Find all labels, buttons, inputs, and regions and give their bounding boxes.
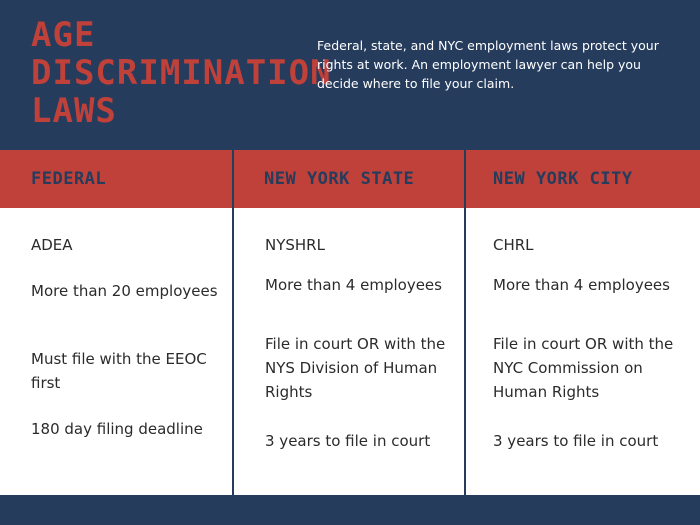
column-divider <box>464 150 466 495</box>
federal-employee-threshold: More than 20 employees <box>31 282 218 300</box>
nys-law-name: NYSHRL <box>265 236 325 254</box>
federal-filing-requirement: Must file with the EEOC first <box>31 350 207 392</box>
column-divider <box>232 150 234 495</box>
nys-filing-deadline: 3 years to file in court <box>265 432 431 450</box>
nyc-filing-deadline: 3 years to file in court <box>493 432 659 450</box>
column-heading-new-york-city: NEW YORK CITY <box>493 169 633 189</box>
intro-text: Federal, state, and NYC employment laws protect your rights at work. An employment lawyer can help you decide where to file your claim. <box>317 38 659 91</box>
nyc-employee-threshold: More than 4 employees <box>493 276 670 294</box>
federal-law-name: ADEA <box>31 236 73 254</box>
nys-employee-threshold: More than 4 employees <box>265 276 442 294</box>
column-heading-federal: FEDERAL <box>31 169 107 189</box>
nyc-law-name: CHRL <box>493 236 534 254</box>
nys-filing-requirement: File in court OR with the NYS Division of Human Rights <box>265 335 446 401</box>
federal-filing-deadline: 180 day filing deadline <box>31 420 203 438</box>
footer-band <box>0 495 700 525</box>
column-heading-new-york-state: NEW YORK STATE <box>264 169 415 189</box>
page-title: AGE DISCRIMINATION LAWS <box>31 15 332 131</box>
nyc-filing-requirement: File in court OR with the NYC Commission on Human Rights <box>493 335 674 401</box>
